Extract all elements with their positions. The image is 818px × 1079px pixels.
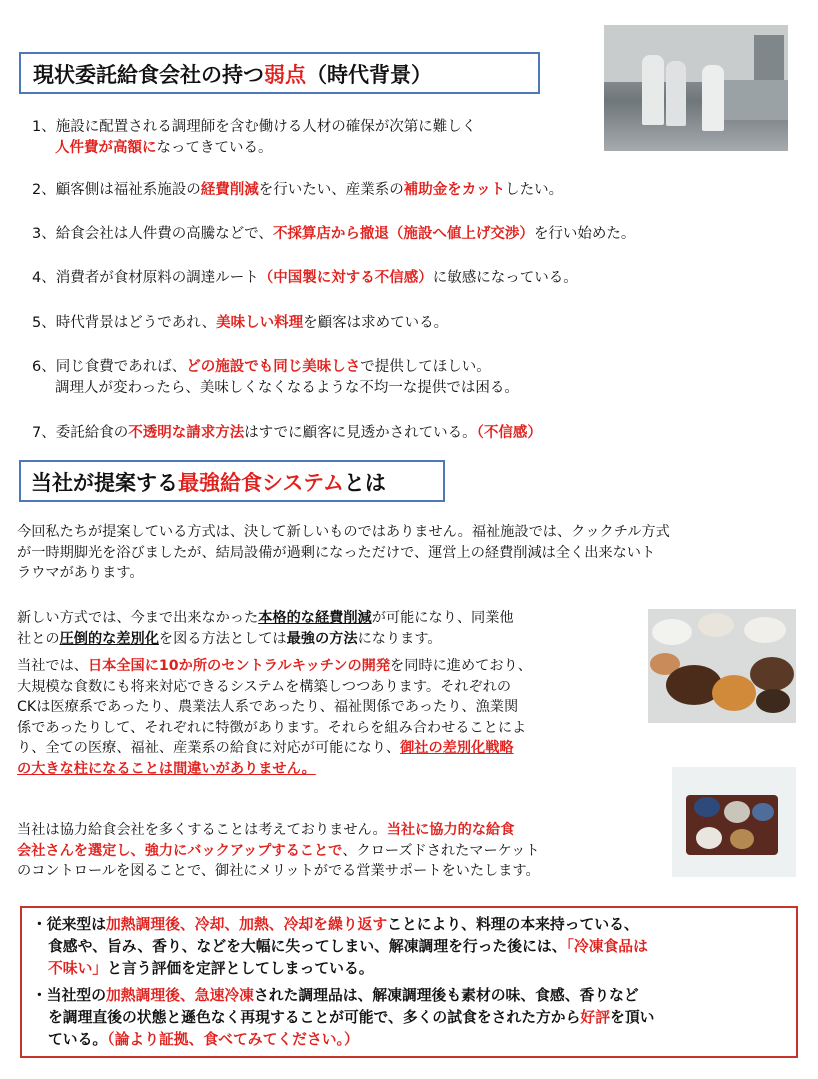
title-highlight: 最強給食システム xyxy=(178,471,344,495)
meal-tray-photo xyxy=(672,767,796,877)
list-item-4: 4、消費者が食材原料の調達ルート（中国製に対する不信感）に敏感になっている。 xyxy=(32,270,578,286)
list-item-2: 2、顧客側は福祉系施設の経費削減を行いたい、産業系の補助金をカットしたい。 xyxy=(32,182,564,198)
list-item-5: 5、時代背景はどうであれ、美味しい料理を顧客は求めている。 xyxy=(32,315,449,331)
central-kitchen-paragraph: 当社では、日本全国に10か所のセントラルキッチンの開発を同時に進めており、 大規模な食数にも将来対応できるシステムを構築しつつあります。それぞれの CKは医療系であったり、農業法人系であったり、福祉関係であったり、漁業関 係であったりして、それぞれに特徴があります。それらを組み合わせることによ り、全ての医療、福祉、産業系の給食に対応が可能になり、御社の差別化戦略 の大きな柱になることは間違いがありません。 xyxy=(17,658,532,777)
method-paragraph: 新しい方式では、今まで出来なかった本格的な経費削減が可能になり、同業他 社との圧倒的な差別化を図る方法としては最強の方法になります。 xyxy=(17,610,514,647)
title-text: 当社が提案する xyxy=(31,471,178,495)
kitchen-staff-photo xyxy=(604,25,788,151)
list-item-7: 7、委託給食の不透明な請求方法はすでに顧客に見透かされている。（不信感） xyxy=(32,425,542,441)
partner-paragraph: 当社は協力給食会社を多くすることは考えておりません。当社に協力的な給食 会社さんを選定し、強力にバックアップすることで、クローズドされたマーケット のコントロールを図ることで、御社にメリットがでる営業サポートをいたします。 xyxy=(17,822,540,879)
section2-title xyxy=(19,460,445,502)
comparison-box xyxy=(20,906,798,1058)
title-text: 現状委託給食会社の持つ xyxy=(33,63,264,87)
list-item-6: 6、同じ食費であれば、どの施設でも同じ美味しさで提供してほしい。 調理人が変わったら、美味しくなくなるような不均一な提供では困る。 xyxy=(32,359,519,396)
list-item-1: 1、施設に配置される調理師を含む働ける人材の確保が次第に難しく 人件費が高額になってきている。 xyxy=(32,119,477,156)
list-item-3: 3、給食会社は人件費の高騰などで、不採算店から撤退（施設へ値上げ交渉）を行い始めた。 xyxy=(32,226,636,242)
section1-title xyxy=(19,52,540,94)
our-method-bullet: ・当社型の加熱調理後、急速冷凍された調理品は、解凍調理後も素材の味、食感、香りなど を調理直後の状態と遜色なく再現することが可能で、多くの試食をされた方から好評を頂い ている。（論より証拠、食べてみてください。） xyxy=(32,987,655,1048)
title-suffix: とは xyxy=(343,471,386,495)
food-dishes-photo xyxy=(648,609,796,723)
intro-paragraph: 今回私たちが提案している方式は、決して新しいものではありません。福祉施設では、クックチル方式 が一時期脚光を浴びましたが、結局設備が過剰になっただけで、運営上の経費削減は全く出来ないト ラウマがあります。 xyxy=(17,524,670,581)
title-suffix: （時代背景） xyxy=(306,63,432,87)
conventional-bullet: ・従来型は加熱調理後、冷却、加熱、冷却を繰り返すことにより、料理の本来持っている、 食感や、旨み、香り、などを大幅に失ってしまい、解凍調理を行った後には、「冷凍食品は 不味い」と言う評価を定評としてしまっている。 xyxy=(32,916,648,977)
title-highlight: 弱点 xyxy=(264,63,306,87)
